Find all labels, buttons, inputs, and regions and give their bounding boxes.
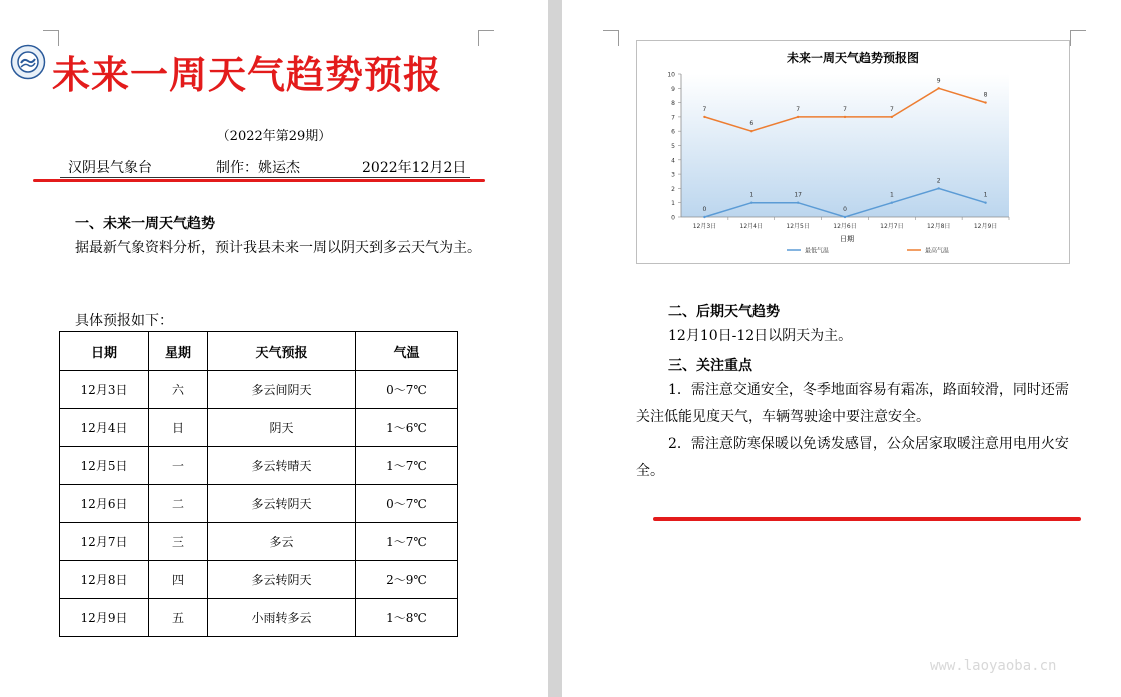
chart-data-label: 8 bbox=[983, 91, 988, 99]
section1-paragraph: 据最新气象资料分析，预计我县未来一周以阴天到多云天气为主。 bbox=[75, 240, 481, 256]
weather-cell: 阴天 bbox=[208, 409, 356, 447]
chart-data-point bbox=[703, 216, 705, 218]
date-cell: 12月9日 bbox=[60, 599, 149, 637]
section3-heading: 三、关注重点 bbox=[668, 358, 752, 374]
red-divider bbox=[653, 517, 1081, 521]
temperature-cell: 1～8℃ bbox=[356, 599, 458, 637]
table-row bbox=[60, 561, 458, 599]
document-title: 未来一周天气趋势预报 bbox=[52, 52, 443, 97]
date-cell: 12月4日 bbox=[60, 409, 149, 447]
page-separator bbox=[548, 0, 562, 697]
chart-legend-label: 最高气温 bbox=[925, 247, 950, 255]
crop-mark bbox=[478, 30, 494, 46]
header-underline bbox=[60, 177, 470, 178]
chart-data-label: 7 bbox=[889, 105, 894, 113]
weekday-cell: 六 bbox=[149, 371, 208, 409]
table-row bbox=[60, 447, 458, 485]
author: 制作：姚运杰 bbox=[216, 160, 300, 176]
chart-data-point bbox=[891, 116, 893, 118]
chart-data-label: 7 bbox=[843, 105, 847, 113]
issue-date: 2022年12月2日 bbox=[362, 160, 467, 176]
chart-x-tick-label: 12月5日 bbox=[786, 223, 810, 230]
chart-y-tick-label: 1 bbox=[671, 200, 675, 208]
chart-data-point bbox=[938, 187, 940, 189]
table-header-cell: 气温 bbox=[356, 332, 458, 371]
temperature-cell: 1～7℃ bbox=[356, 523, 458, 561]
section1-heading: 一、未来一周天气趋势 bbox=[75, 216, 215, 232]
table-row bbox=[60, 599, 458, 637]
chart-y-tick-label: 5 bbox=[671, 143, 675, 150]
chart-data-point bbox=[797, 202, 799, 204]
crop-mark bbox=[1070, 30, 1086, 46]
section3-item1: 1．需注意交通安全，冬季地面容易有霜冻，路面较滑，同时还需关注低能见度天气，车辆驾驶途中要注意安全。 bbox=[636, 382, 1069, 425]
weekday-cell: 五 bbox=[149, 599, 208, 637]
weather-cell: 多云 bbox=[208, 523, 356, 561]
chart-y-tick-label: 4 bbox=[671, 157, 675, 165]
chart-y-tick-label: 6 bbox=[671, 128, 675, 136]
chart-data-label: 7 bbox=[796, 105, 801, 113]
weekday-cell: 四 bbox=[149, 561, 208, 599]
table-header-cell: 日期 bbox=[60, 332, 149, 371]
table-header-cell: 星期 bbox=[149, 332, 208, 371]
chart-x-axis-label: 日期 bbox=[840, 235, 854, 243]
chart-data-point bbox=[750, 130, 752, 132]
table-header-cell: 天气预报 bbox=[208, 332, 356, 371]
chart-y-tick-label: 8 bbox=[671, 100, 675, 108]
chart-data-point bbox=[703, 116, 705, 118]
temperature-cell: 0～7℃ bbox=[356, 485, 458, 523]
chart-legend bbox=[787, 247, 949, 255]
chart-data-point bbox=[844, 116, 846, 118]
forecast-table bbox=[59, 331, 458, 637]
chart-data-point bbox=[938, 87, 940, 89]
chart-x-tick-label: 12月4日 bbox=[739, 223, 764, 230]
chart-data-point bbox=[984, 101, 986, 103]
chart-data-point bbox=[984, 202, 986, 204]
section2-heading: 二、后期天气趋势 bbox=[668, 304, 780, 320]
chart-data-point bbox=[844, 216, 846, 218]
temperature-cell: 2～9℃ bbox=[356, 561, 458, 599]
chart-data-label: 1 bbox=[749, 191, 754, 199]
issue-number: （2022年第29期） bbox=[216, 129, 332, 144]
chart-x-tick-label: 12月6日 bbox=[833, 223, 857, 230]
chart-data-point bbox=[797, 116, 799, 118]
crop-mark bbox=[603, 30, 619, 46]
chart-data-label: 6 bbox=[749, 120, 754, 128]
table-row bbox=[60, 523, 458, 561]
table-row bbox=[60, 409, 458, 447]
section2-paragraph: 12月10日-12日以阴天为主。 bbox=[668, 328, 853, 344]
chart-y-tick-label: 10 bbox=[667, 71, 675, 79]
temperature-chart bbox=[636, 40, 1070, 264]
table-row bbox=[60, 485, 458, 523]
chart-x-tick-label: 12月7日 bbox=[880, 223, 904, 230]
chart-y-tick-label: 0 bbox=[671, 214, 675, 222]
weather-cell: 多云间阴天 bbox=[208, 371, 356, 409]
chart-y-tick-label: 2 bbox=[671, 185, 675, 193]
page-left bbox=[0, 0, 548, 697]
temperature-cell: 0～7℃ bbox=[356, 371, 458, 409]
chart-title: 未来一周天气趋势预报图 bbox=[786, 51, 920, 65]
chart-y-tick-label: 3 bbox=[671, 171, 675, 179]
table-intro: 具体预报如下： bbox=[75, 313, 173, 329]
chart-data-label: 17 bbox=[794, 191, 802, 199]
temperature-cell: 1～7℃ bbox=[356, 447, 458, 485]
page-right bbox=[562, 0, 1121, 697]
weekday-cell: 一 bbox=[149, 447, 208, 485]
date-cell: 12月5日 bbox=[60, 447, 149, 485]
weather-cell: 多云转晴天 bbox=[208, 447, 356, 485]
date-cell: 12月8日 bbox=[60, 561, 149, 599]
table-header-row bbox=[60, 332, 458, 371]
chart-legend-label: 最低气温 bbox=[805, 247, 830, 255]
chart-data-point bbox=[891, 202, 893, 204]
weather-cell: 小雨转多云 bbox=[208, 599, 356, 637]
date-cell: 12月7日 bbox=[60, 523, 149, 561]
chart-canvas bbox=[637, 41, 1069, 263]
chart-data-label: 1 bbox=[983, 191, 988, 199]
chart-data-label: 7 bbox=[702, 105, 707, 113]
chart-data-point bbox=[750, 202, 752, 204]
chart-y-tick-label: 9 bbox=[671, 85, 675, 93]
chart-data-label: 1 bbox=[889, 191, 894, 199]
chart-x-tick-label: 12月9日 bbox=[973, 223, 998, 230]
issuer-org: 汉阴县气象台 bbox=[68, 160, 152, 176]
meteorological-logo-icon bbox=[10, 44, 46, 80]
weather-cell: 多云转阴天 bbox=[208, 561, 356, 599]
chart-x-tick-label: 12月8日 bbox=[926, 223, 951, 230]
chart-y-tick-label: 7 bbox=[671, 114, 675, 122]
chart-data-label: 0 bbox=[702, 206, 707, 213]
weekday-cell: 二 bbox=[149, 485, 208, 523]
chart-data-label: 2 bbox=[936, 177, 941, 185]
chart-data-label: 9 bbox=[936, 77, 941, 85]
chart-x-tick-label: 12月3日 bbox=[692, 223, 717, 230]
date-cell: 12月6日 bbox=[60, 485, 149, 523]
temperature-cell: 1～6℃ bbox=[356, 409, 458, 447]
weekday-cell: 日 bbox=[149, 409, 208, 447]
weekday-cell: 三 bbox=[149, 523, 208, 561]
table-row bbox=[60, 371, 458, 409]
weather-cell: 多云转阴天 bbox=[208, 485, 356, 523]
date-cell: 12月3日 bbox=[60, 371, 149, 409]
watermark: www.laoyaoba.cn bbox=[930, 658, 1057, 674]
section3-item2: 2．需注意防寒保暖以免诱发感冒，公众居家取暖注意用电用火安全。 bbox=[636, 436, 1069, 479]
red-divider bbox=[33, 179, 485, 182]
chart-data-label: 0 bbox=[843, 206, 847, 213]
